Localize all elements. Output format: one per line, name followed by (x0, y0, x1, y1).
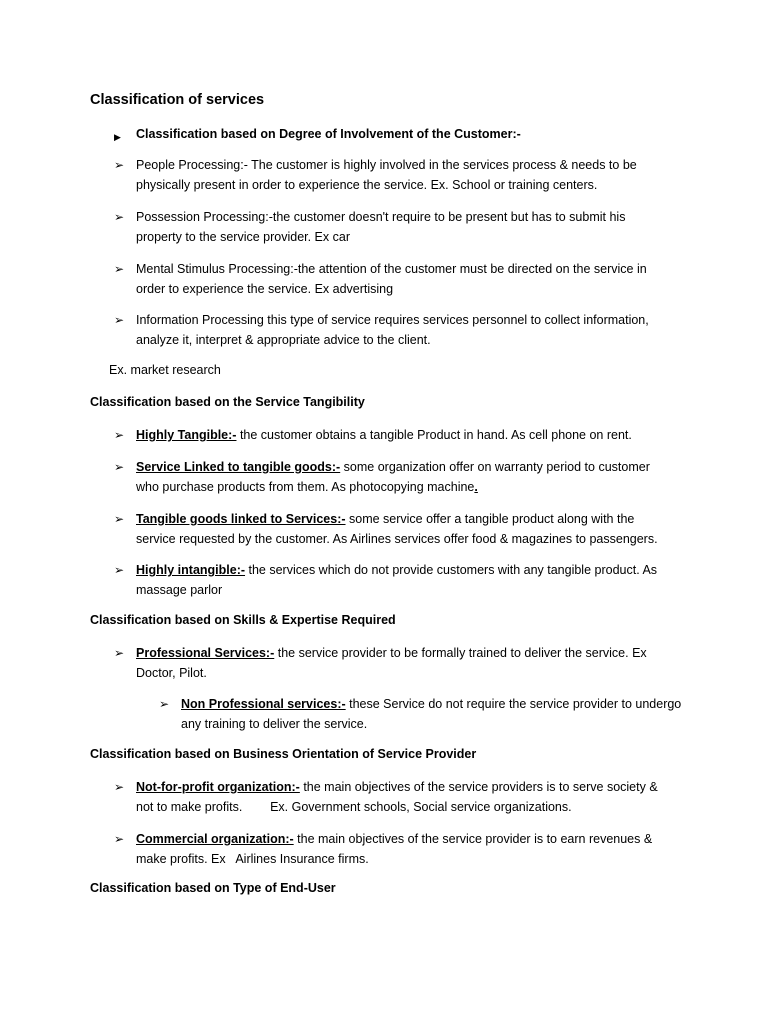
list-item (114, 260, 674, 299)
item-label: Non Professional services:- (181, 697, 346, 711)
list-item (114, 778, 674, 817)
page-title: Classification of services (90, 92, 265, 108)
arrow-bullet-icon: ➢ (114, 158, 125, 172)
section-lead: Classification based on Degree of Involvement of the Customer:- (136, 127, 521, 141)
list-item-text: Information Processing this type of service requires services personnel to collect information, analyze it, interpret & appropriate advice to the client. (136, 313, 649, 347)
arrow-bullet-icon: ➢ (114, 262, 125, 276)
arrow-bullet-icon: ➢ (114, 460, 125, 474)
item-suffix: . (474, 479, 478, 494)
arrow-bullet-icon: ➢ (114, 313, 125, 327)
item-text: the services which do not provide customers with any tangible product. As massage parlor (136, 563, 658, 597)
arrow-bullet-icon: ➢ (159, 697, 170, 711)
item-text: the service provider to be formally trained to deliver the service. Ex Doctor, Pilot. (136, 646, 647, 680)
list-item (114, 426, 674, 446)
item-label: Highly intangible:- (136, 563, 246, 577)
list-item (114, 561, 674, 600)
list-item-text: People Processing:- The customer is highly involved in the services process & needs to be physically present in order to experience the service. Ex. School or training centers. (136, 158, 637, 192)
item-label: Professional Services:- (136, 646, 275, 660)
list-item (114, 125, 674, 145)
arrow-bullet-icon: ➢ (114, 646, 125, 660)
arrow-bullet-icon: ➢ (114, 428, 125, 442)
item-text: the main objectives of the service provider is to earn revenues & make profits. Ex Airlines Insurance firms. (136, 832, 656, 866)
arrow-bullet-icon: ➢ (114, 512, 125, 526)
list-item (114, 510, 674, 549)
list-item (159, 695, 684, 734)
arrow-bullet-icon: ➢ (114, 832, 125, 846)
section-heading: Classification based on Skills & Expertise Required (90, 613, 396, 627)
list-item (114, 458, 674, 497)
example-note: Ex. market research (109, 363, 221, 377)
list-item (114, 156, 674, 195)
list-item (114, 311, 674, 350)
arrow-bullet-icon: ➢ (114, 563, 125, 577)
section-heading: Classification based on Business Orientation of Service Provider (90, 747, 477, 761)
list-item (114, 830, 674, 869)
list-item (114, 644, 674, 683)
arrow-bullet-icon: ➢ (114, 780, 125, 794)
item-text: some service offer a tangible product along with the service requested by the customer. As Airlines services offer food & magazines to passengers. (136, 512, 658, 546)
list-item-text: Possession Processing:-the customer doesn't require to be present but has to submit his property to the service provider. Ex car (136, 210, 626, 244)
item-text: the main objectives of the service providers is to serve society & not to make profits. Ex. Government schools, Social service organizations. (136, 780, 662, 814)
item-label: Highly Tangible:- (136, 428, 237, 442)
item-label: Tangible goods linked to Services:- (136, 512, 346, 526)
list-item-text: Mental Stimulus Processing:-the attention of the customer must be directed on the service in order to experience the service. Ex advertising (136, 262, 647, 296)
triangle-bullet-icon: ▶ (114, 132, 121, 142)
item-text: the customer obtains a tangible Product in hand. As cell phone on rent. (236, 428, 632, 442)
item-text: some organization offer on warranty period to customer who purchase products from them. As photocopying machine (136, 460, 650, 494)
arrow-bullet-icon: ➢ (114, 210, 125, 224)
item-label: Service Linked to tangible goods:- (136, 460, 341, 474)
section-heading: Classification based on Type of End-User (90, 881, 336, 895)
item-label: Not-for-profit organization:- (136, 780, 300, 794)
list-item (114, 208, 674, 247)
section-heading: Classification based on the Service Tangibility (90, 395, 365, 409)
item-text: these Service do not require the service provider to undergo any training to deliver the service. (181, 697, 682, 731)
item-label: Commercial organization:- (136, 832, 294, 846)
